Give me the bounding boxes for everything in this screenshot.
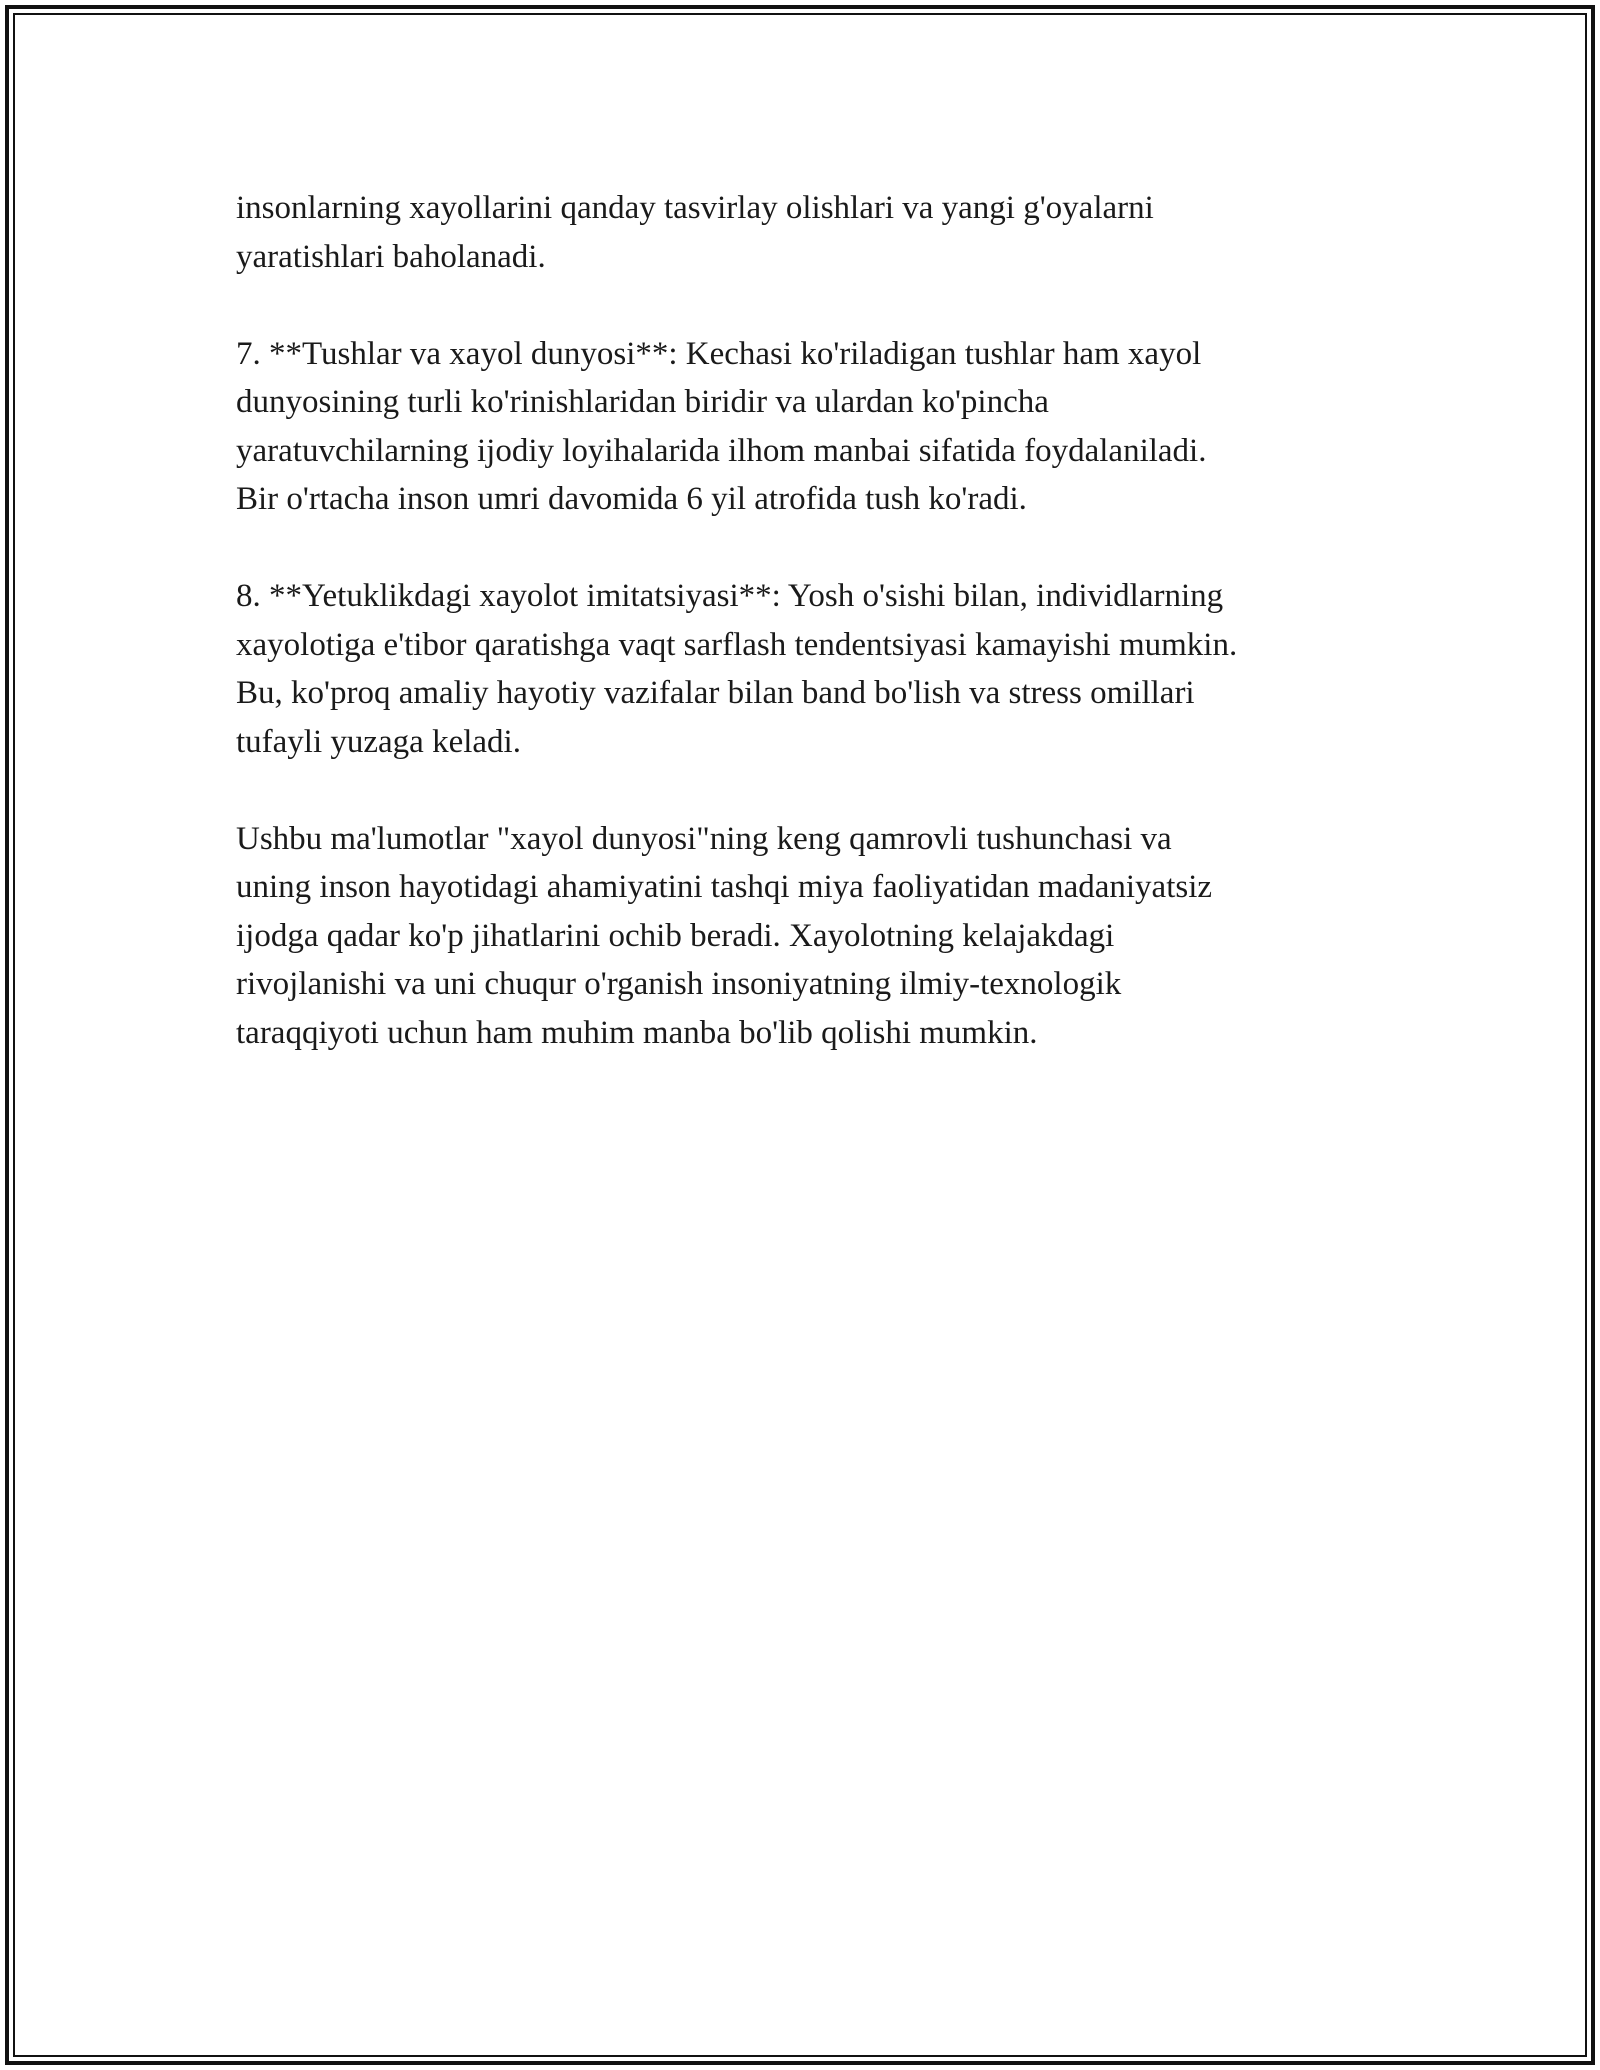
text-line: dunyosining turli ko'rinishlaridan biridir va ulardan ko'pincha: [236, 384, 1049, 420]
text-line: tufayli yuzaga keladi.: [236, 723, 521, 760]
paragraph-continuation: [236, 184, 1366, 281]
text-line: taraqqiyoti uchun ham muhim manba bo'lib qolishi mumkin.: [236, 1014, 1038, 1051]
text-line: Bu, ko'proq amaliy hayotiy vazifalar bilan band bo'lish va stress omillari: [236, 675, 1195, 711]
text-line: insonlarning xayollarini qanday tasvirlay olishlari va yangi g'oyalarni: [236, 190, 1154, 226]
text-line: ijodga qadar ko'p jihatlarini ochib beradi. Xayolotning kelajakdagi: [236, 917, 1115, 954]
text-line: rivojlanishi va uni chuqur o'rganish insoniyatning ilmiy-texnologik: [236, 966, 1122, 1002]
text-line: yaratuvchilarning ijodiy loyihalarida ilhom manbai sifatida foydalaniladi.: [236, 432, 1207, 469]
document-body: [236, 184, 1366, 1106]
text-line: Ushbu ma'lumotlar "xayol dunyosi"ning keng qamrovli tushunchasi va: [236, 820, 1172, 857]
text-line: uning inson hayotidagi ahamiyatini tashqi miya faoliyatidan madaniyatsiz: [236, 869, 1213, 905]
text-line: xayolotiga e'tibor qaratishga vaqt sarflash tendentsiyasi kamayishi mumkin.: [236, 626, 1238, 663]
text-line: yaratishlari baholanadi.: [236, 238, 546, 275]
paragraph-conclusion: [236, 815, 1366, 1058]
paragraph-item-8: [236, 572, 1366, 766]
text-line: Bir o'rtacha inson umri davomida 6 yil atrofida tush ko'radi.: [236, 481, 1027, 517]
text-line: 8. **Yetuklikdagi xayolot imitatsiyasi**: Yosh o'sishi bilan, individlarning: [236, 578, 1224, 614]
text-line: 7. **Tushlar va xayol dunyosi**: Kechasi ko'riladigan tushlar ham xayol: [236, 335, 1202, 372]
paragraph-item-7: [236, 330, 1366, 524]
